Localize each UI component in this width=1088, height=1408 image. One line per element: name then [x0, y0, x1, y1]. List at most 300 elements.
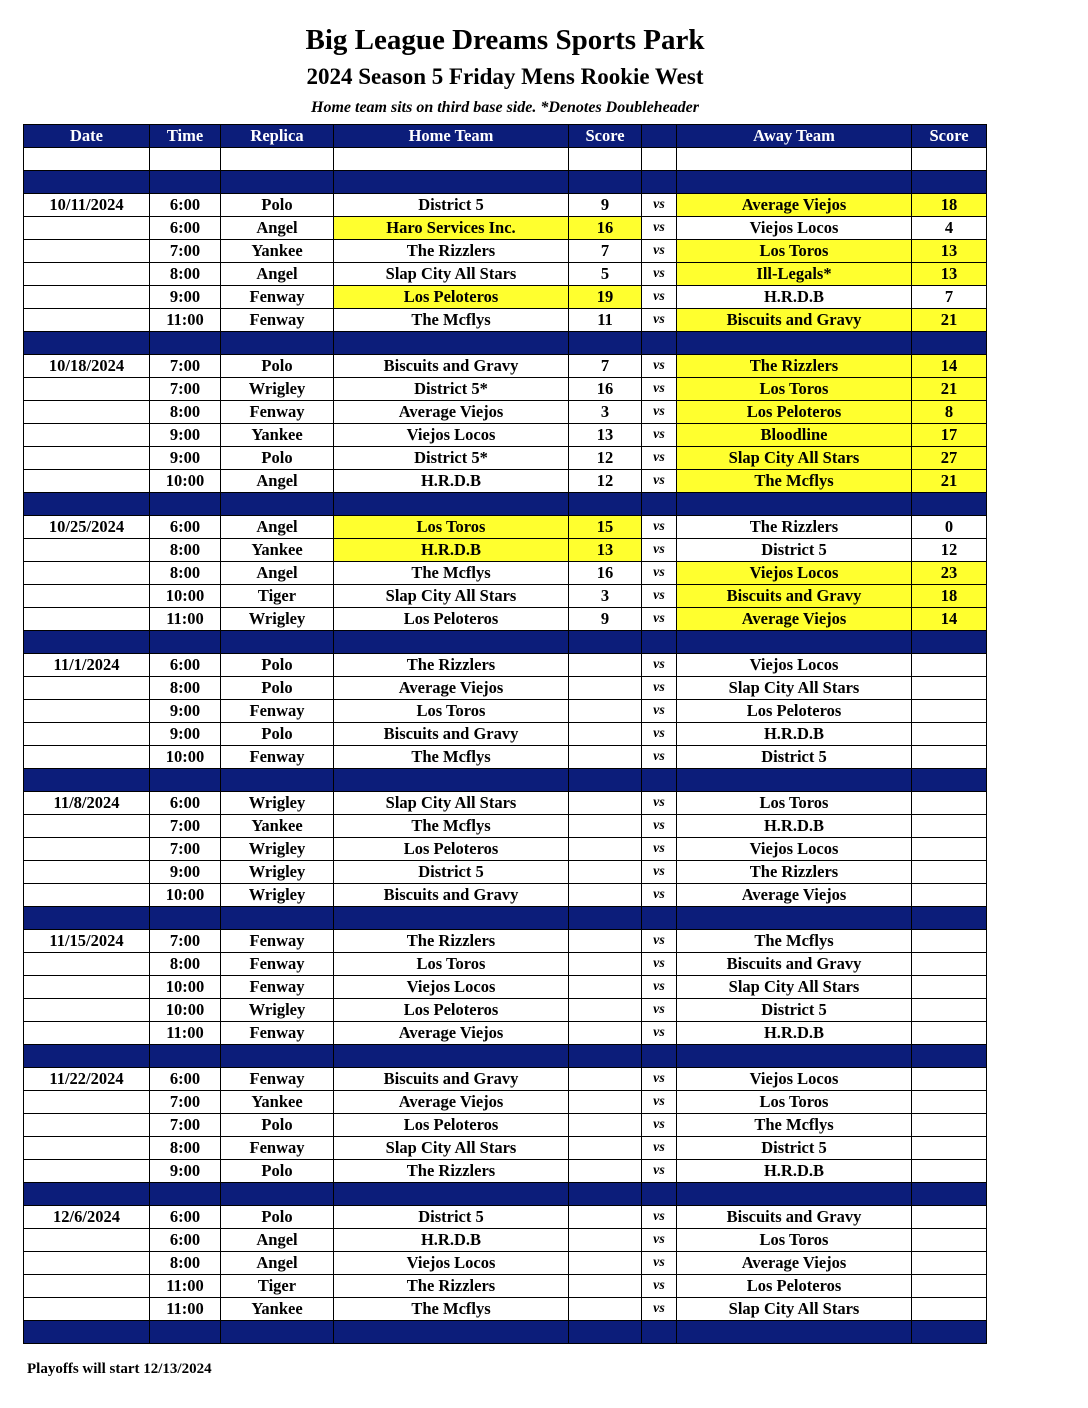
game-time: 6:00 — [150, 1068, 221, 1091]
vs-label: vs — [642, 884, 677, 907]
game-time: 9:00 — [150, 424, 221, 447]
vs-label: vs — [642, 309, 677, 332]
home-team: Los Toros — [334, 953, 569, 976]
game-row — [24, 700, 987, 723]
away-score — [912, 999, 987, 1022]
home-team: Los Toros — [334, 516, 569, 539]
game-replica: Fenway — [221, 1137, 334, 1160]
vs-label: vs — [642, 999, 677, 1022]
vs-label: vs — [642, 1252, 677, 1275]
home-team: Biscuits and Gravy — [334, 355, 569, 378]
vs-label: vs — [642, 1068, 677, 1091]
game-time: 9:00 — [150, 1160, 221, 1183]
home-score: 12 — [569, 470, 642, 493]
game-row — [24, 585, 987, 608]
away-score: 14 — [912, 608, 987, 631]
game-time: 6:00 — [150, 1206, 221, 1229]
home-score — [569, 654, 642, 677]
game-row — [24, 677, 987, 700]
game-replica: Angel — [221, 516, 334, 539]
away-team: Average Viejos — [677, 1252, 912, 1275]
away-score — [912, 1275, 987, 1298]
home-team: Los Peloteros — [334, 608, 569, 631]
page-subtitle: 2024 Season 5 Friday Mens Rookie West — [306, 64, 704, 89]
week-separator — [24, 1321, 987, 1344]
game-time: 10:00 — [150, 585, 221, 608]
away-team: Biscuits and Gravy — [677, 585, 912, 608]
away-score — [912, 654, 987, 677]
game-time: 8:00 — [150, 539, 221, 562]
vs-label: vs — [642, 424, 677, 447]
game-replica: Wrigley — [221, 861, 334, 884]
game-replica: Tiger — [221, 1275, 334, 1298]
home-score — [569, 677, 642, 700]
game-time: 10:00 — [150, 884, 221, 907]
away-team: Biscuits and Gravy — [677, 953, 912, 976]
away-score: 13 — [912, 263, 987, 286]
away-score — [912, 953, 987, 976]
away-team: H.R.D.B — [677, 723, 912, 746]
away-team: Los Toros — [677, 378, 912, 401]
game-date — [24, 746, 150, 769]
game-row — [24, 539, 987, 562]
home-score — [569, 1298, 642, 1321]
home-score — [569, 999, 642, 1022]
home-team: Slap City All Stars — [334, 1137, 569, 1160]
schedule-table — [23, 124, 987, 1344]
game-date: 10/11/2024 — [24, 194, 150, 217]
away-score — [912, 746, 987, 769]
away-team: Viejos Locos — [677, 838, 912, 861]
game-row — [24, 470, 987, 493]
game-date — [24, 401, 150, 424]
game-date — [24, 240, 150, 263]
away-score: 21 — [912, 470, 987, 493]
home-team: H.R.D.B — [334, 470, 569, 493]
game-replica: Wrigley — [221, 608, 334, 631]
home-team: The Mcflys — [334, 815, 569, 838]
away-score — [912, 1137, 987, 1160]
home-score — [569, 1091, 642, 1114]
home-score: 15 — [569, 516, 642, 539]
vs-label: vs — [642, 1229, 677, 1252]
home-team: Average Viejos — [334, 1022, 569, 1045]
vs-label: vs — [642, 240, 677, 263]
game-row — [24, 562, 987, 585]
home-team: The Mcflys — [334, 309, 569, 332]
away-team: Slap City All Stars — [677, 1298, 912, 1321]
away-team: The Rizzlers — [677, 861, 912, 884]
home-team: District 5 — [334, 1206, 569, 1229]
game-replica: Fenway — [221, 309, 334, 332]
game-date — [24, 608, 150, 631]
away-score: 4 — [912, 217, 987, 240]
game-date — [24, 424, 150, 447]
away-team: H.R.D.B — [677, 286, 912, 309]
vs-label: vs — [642, 654, 677, 677]
playoffs-note: Playoffs will start 12/13/2024 — [27, 1361, 212, 1377]
game-date — [24, 309, 150, 332]
away-score — [912, 930, 987, 953]
game-time: 6:00 — [150, 654, 221, 677]
away-score — [912, 723, 987, 746]
vs-label: vs — [642, 1160, 677, 1183]
vs-label: vs — [642, 516, 677, 539]
game-time: 7:00 — [150, 1091, 221, 1114]
away-team: District 5 — [677, 1137, 912, 1160]
game-date — [24, 723, 150, 746]
game-replica: Polo — [221, 654, 334, 677]
game-replica: Polo — [221, 677, 334, 700]
game-date: 11/1/2024 — [24, 654, 150, 677]
game-date — [24, 1091, 150, 1114]
game-replica: Fenway — [221, 746, 334, 769]
home-score: 7 — [569, 240, 642, 263]
game-row — [24, 1206, 987, 1229]
game-row — [24, 424, 987, 447]
home-team: District 5* — [334, 378, 569, 401]
home-team: H.R.D.B — [334, 1229, 569, 1252]
game-row — [24, 516, 987, 539]
game-time: 7:00 — [150, 1114, 221, 1137]
game-replica: Angel — [221, 263, 334, 286]
game-time: 9:00 — [150, 286, 221, 309]
game-row — [24, 194, 987, 217]
home-team: Los Peloteros — [334, 999, 569, 1022]
game-date — [24, 861, 150, 884]
game-time: 7:00 — [150, 378, 221, 401]
game-time: 11:00 — [150, 1275, 221, 1298]
away-team: Average Viejos — [677, 194, 912, 217]
home-score — [569, 884, 642, 907]
away-score — [912, 976, 987, 999]
game-row — [24, 999, 987, 1022]
home-score: 16 — [569, 217, 642, 240]
home-score: 3 — [569, 585, 642, 608]
home-score — [569, 723, 642, 746]
home-score: 16 — [569, 562, 642, 585]
game-date — [24, 1298, 150, 1321]
vs-label: vs — [642, 401, 677, 424]
away-score: 8 — [912, 401, 987, 424]
vs-label: vs — [642, 355, 677, 378]
away-team: Slap City All Stars — [677, 447, 912, 470]
home-team: Los Peloteros — [334, 838, 569, 861]
away-team: Ill-Legals* — [677, 263, 912, 286]
game-replica: Fenway — [221, 700, 334, 723]
away-team: District 5 — [677, 746, 912, 769]
home-score: 7 — [569, 355, 642, 378]
home-score — [569, 1022, 642, 1045]
home-score: 9 — [569, 608, 642, 631]
home-team: Slap City All Stars — [334, 792, 569, 815]
game-row — [24, 1137, 987, 1160]
game-row — [24, 1022, 987, 1045]
away-team: Los Toros — [677, 792, 912, 815]
away-team: Slap City All Stars — [677, 976, 912, 999]
away-score: 27 — [912, 447, 987, 470]
game-row — [24, 746, 987, 769]
away-score: 14 — [912, 355, 987, 378]
game-date: 12/6/2024 — [24, 1206, 150, 1229]
game-date — [24, 1160, 150, 1183]
vs-label: vs — [642, 1091, 677, 1114]
away-team: District 5 — [677, 999, 912, 1022]
game-replica: Polo — [221, 1114, 334, 1137]
game-row — [24, 263, 987, 286]
vs-label: vs — [642, 1114, 677, 1137]
game-time: 9:00 — [150, 723, 221, 746]
away-score — [912, 1091, 987, 1114]
game-date — [24, 700, 150, 723]
game-row — [24, 930, 987, 953]
home-score: 5 — [569, 263, 642, 286]
home-team: District 5 — [334, 194, 569, 217]
home-team: Slap City All Stars — [334, 263, 569, 286]
home-score — [569, 1068, 642, 1091]
vs-label: vs — [642, 953, 677, 976]
away-score — [912, 1114, 987, 1137]
game-row — [24, 884, 987, 907]
game-date — [24, 1137, 150, 1160]
home-score — [569, 953, 642, 976]
away-team: The Rizzlers — [677, 516, 912, 539]
game-row — [24, 1091, 987, 1114]
away-score — [912, 1229, 987, 1252]
home-team: Los Peloteros — [334, 1114, 569, 1137]
game-time: 6:00 — [150, 194, 221, 217]
home-score — [569, 1252, 642, 1275]
home-team: The Rizzlers — [334, 1275, 569, 1298]
game-date — [24, 1022, 150, 1045]
game-row — [24, 953, 987, 976]
col-away-score-header: Score — [912, 125, 987, 148]
game-replica: Yankee — [221, 240, 334, 263]
game-replica: Wrigley — [221, 884, 334, 907]
game-time: 9:00 — [150, 861, 221, 884]
game-row — [24, 654, 987, 677]
game-row — [24, 792, 987, 815]
game-row — [24, 447, 987, 470]
away-score — [912, 884, 987, 907]
col-vs-header — [642, 125, 677, 148]
game-replica: Angel — [221, 1252, 334, 1275]
home-team: The Rizzlers — [334, 930, 569, 953]
game-time: 6:00 — [150, 516, 221, 539]
home-score — [569, 1137, 642, 1160]
game-row — [24, 861, 987, 884]
game-time: 8:00 — [150, 1252, 221, 1275]
game-row — [24, 217, 987, 240]
game-date: 11/15/2024 — [24, 930, 150, 953]
home-score: 13 — [569, 539, 642, 562]
home-score — [569, 746, 642, 769]
away-team: Viejos Locos — [677, 654, 912, 677]
vs-label: vs — [642, 263, 677, 286]
game-replica: Polo — [221, 1206, 334, 1229]
vs-label: vs — [642, 470, 677, 493]
home-score — [569, 1160, 642, 1183]
game-row — [24, 401, 987, 424]
away-team: Viejos Locos — [677, 562, 912, 585]
away-score: 17 — [912, 424, 987, 447]
away-team: H.R.D.B — [677, 1022, 912, 1045]
away-team: Bloodline — [677, 424, 912, 447]
home-score — [569, 1229, 642, 1252]
game-time: 10:00 — [150, 976, 221, 999]
game-row — [24, 1068, 987, 1091]
away-team: The Mcflys — [677, 1114, 912, 1137]
home-team: Biscuits and Gravy — [334, 1068, 569, 1091]
game-replica: Wrigley — [221, 378, 334, 401]
game-replica: Angel — [221, 470, 334, 493]
away-score: 18 — [912, 585, 987, 608]
game-time: 10:00 — [150, 746, 221, 769]
game-replica: Angel — [221, 217, 334, 240]
away-score — [912, 861, 987, 884]
game-row — [24, 815, 987, 838]
away-team: The Rizzlers — [677, 355, 912, 378]
away-score: 12 — [912, 539, 987, 562]
vs-label: vs — [642, 447, 677, 470]
vs-label: vs — [642, 792, 677, 815]
vs-label: vs — [642, 194, 677, 217]
vs-label: vs — [642, 1206, 677, 1229]
away-score: 13 — [912, 240, 987, 263]
home-team: The Mcflys — [334, 1298, 569, 1321]
game-row — [24, 723, 987, 746]
game-time: 6:00 — [150, 1229, 221, 1252]
game-replica: Fenway — [221, 953, 334, 976]
game-date — [24, 999, 150, 1022]
game-time: 7:00 — [150, 838, 221, 861]
game-row — [24, 240, 987, 263]
vs-label: vs — [642, 217, 677, 240]
away-score — [912, 1252, 987, 1275]
game-replica: Wrigley — [221, 838, 334, 861]
game-replica: Angel — [221, 1229, 334, 1252]
game-time: 8:00 — [150, 953, 221, 976]
game-time: 8:00 — [150, 263, 221, 286]
game-row — [24, 976, 987, 999]
game-date: 11/22/2024 — [24, 1068, 150, 1091]
game-replica: Fenway — [221, 1022, 334, 1045]
game-date: 11/8/2024 — [24, 792, 150, 815]
away-team: Biscuits and Gravy — [677, 309, 912, 332]
home-score: 19 — [569, 286, 642, 309]
game-row — [24, 355, 987, 378]
away-team: Biscuits and Gravy — [677, 1206, 912, 1229]
game-replica: Yankee — [221, 815, 334, 838]
game-replica: Yankee — [221, 1298, 334, 1321]
game-date: 10/18/2024 — [24, 355, 150, 378]
home-team: Viejos Locos — [334, 976, 569, 999]
away-team: Slap City All Stars — [677, 677, 912, 700]
home-score: 13 — [569, 424, 642, 447]
game-replica: Fenway — [221, 930, 334, 953]
col-date-header: Date — [24, 125, 150, 148]
home-score: 3 — [569, 401, 642, 424]
game-time: 7:00 — [150, 355, 221, 378]
blank-row — [24, 148, 987, 171]
game-time: 8:00 — [150, 1137, 221, 1160]
col-time-header: Time — [150, 125, 221, 148]
game-row — [24, 1160, 987, 1183]
game-date — [24, 585, 150, 608]
away-score — [912, 815, 987, 838]
week-separator — [24, 769, 987, 792]
away-score — [912, 677, 987, 700]
vs-label: vs — [642, 539, 677, 562]
game-date — [24, 1275, 150, 1298]
game-date — [24, 286, 150, 309]
vs-label: vs — [642, 976, 677, 999]
game-date — [24, 1229, 150, 1252]
vs-label: vs — [642, 1137, 677, 1160]
game-row — [24, 309, 987, 332]
away-score: 21 — [912, 309, 987, 332]
away-team: H.R.D.B — [677, 1160, 912, 1183]
home-team: Biscuits and Gravy — [334, 884, 569, 907]
game-replica: Polo — [221, 194, 334, 217]
home-score — [569, 792, 642, 815]
week-separator — [24, 493, 987, 516]
away-score — [912, 1298, 987, 1321]
game-row — [24, 1275, 987, 1298]
home-score — [569, 815, 642, 838]
away-score: 0 — [912, 516, 987, 539]
game-replica: Yankee — [221, 1091, 334, 1114]
home-score — [569, 1206, 642, 1229]
vs-label: vs — [642, 1298, 677, 1321]
away-team: H.R.D.B — [677, 815, 912, 838]
game-replica: Fenway — [221, 401, 334, 424]
home-team: Biscuits and Gravy — [334, 723, 569, 746]
game-date — [24, 562, 150, 585]
vs-label: vs — [642, 608, 677, 631]
vs-label: vs — [642, 378, 677, 401]
game-replica: Fenway — [221, 976, 334, 999]
away-team: District 5 — [677, 539, 912, 562]
game-date — [24, 815, 150, 838]
game-time: 9:00 — [150, 447, 221, 470]
home-team: Slap City All Stars — [334, 585, 569, 608]
away-team: Los Toros — [677, 1091, 912, 1114]
week-separator — [24, 171, 987, 194]
game-date — [24, 447, 150, 470]
game-time: 8:00 — [150, 677, 221, 700]
schedule-body — [24, 148, 987, 1344]
away-score — [912, 700, 987, 723]
game-date — [24, 1114, 150, 1137]
away-score: 18 — [912, 194, 987, 217]
home-score — [569, 838, 642, 861]
away-team: Viejos Locos — [677, 217, 912, 240]
game-replica: Polo — [221, 1160, 334, 1183]
away-score — [912, 838, 987, 861]
game-row — [24, 838, 987, 861]
away-score — [912, 1206, 987, 1229]
home-team: The Mcflys — [334, 562, 569, 585]
col-replica-header: Replica — [221, 125, 334, 148]
away-score — [912, 1068, 987, 1091]
home-team: District 5 — [334, 861, 569, 884]
home-team: Viejos Locos — [334, 424, 569, 447]
game-time: 6:00 — [150, 217, 221, 240]
home-score — [569, 1114, 642, 1137]
schedule-note: Home team sits on third base side. *Denotes Doubleheader — [311, 99, 699, 116]
home-score — [569, 930, 642, 953]
